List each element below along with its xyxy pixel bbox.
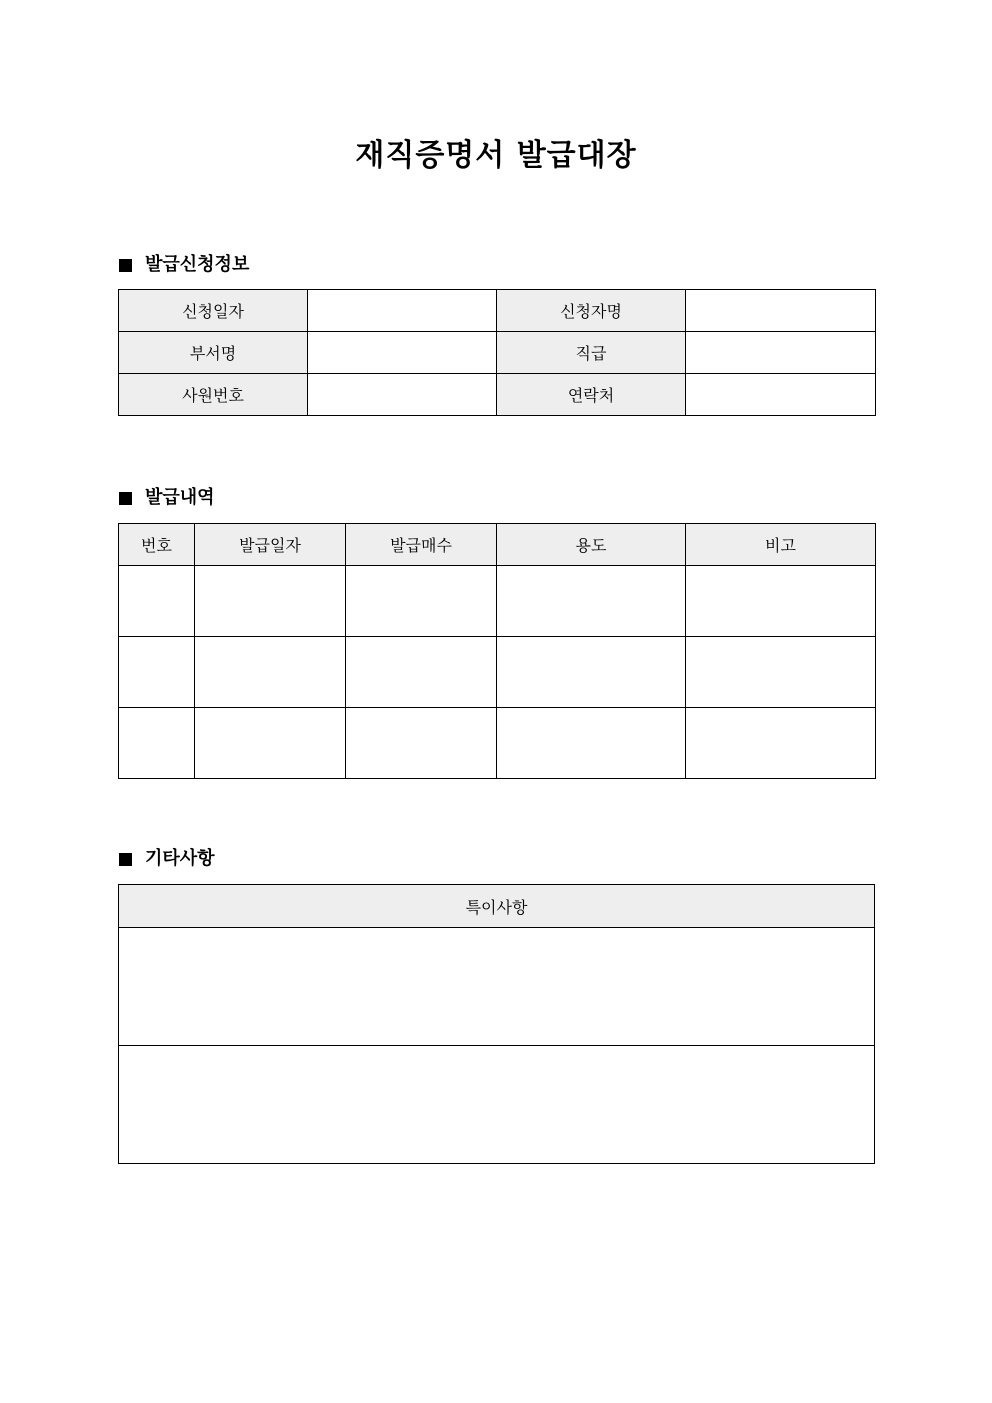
table-row (119, 708, 876, 779)
section-heading-label: 발급내역 (145, 487, 215, 508)
special-notes-field[interactable] (119, 928, 875, 1046)
cell-issue-count[interactable] (346, 637, 497, 708)
column-header-purpose: 용도 (497, 524, 686, 566)
label-position: 직급 (497, 332, 686, 374)
cell-number[interactable] (119, 637, 195, 708)
cell-purpose[interactable] (497, 566, 686, 637)
issue-history-table (118, 523, 876, 779)
table-row (119, 374, 876, 416)
black-square-icon (119, 259, 132, 272)
label-department: 부서명 (119, 332, 308, 374)
section-heading-label: 발급신청정보 (145, 254, 250, 275)
black-square-icon (119, 853, 132, 866)
special-notes-field[interactable] (119, 1046, 875, 1164)
special-notes-header: 특이사항 (119, 885, 875, 928)
cell-remarks[interactable] (686, 637, 876, 708)
field-employee-number[interactable] (308, 374, 497, 416)
field-department[interactable] (308, 332, 497, 374)
column-header-remarks: 비고 (686, 524, 876, 566)
field-applicant-name[interactable] (686, 290, 876, 332)
cell-purpose[interactable] (497, 708, 686, 779)
table-row (119, 1046, 875, 1164)
table-row (119, 637, 876, 708)
cell-issue-date[interactable] (195, 566, 346, 637)
column-header-issue-count: 발급매수 (346, 524, 497, 566)
field-contact[interactable] (686, 374, 876, 416)
label-employee-number: 사원번호 (119, 374, 308, 416)
cell-remarks[interactable] (686, 566, 876, 637)
table-row (119, 566, 876, 637)
table-header-row (119, 885, 875, 928)
section-heading-notes (119, 847, 215, 871)
application-info-table (118, 289, 876, 416)
cell-remarks[interactable] (686, 708, 876, 779)
cell-number[interactable] (119, 708, 195, 779)
cell-purpose[interactable] (497, 637, 686, 708)
section-heading-history (119, 486, 215, 510)
column-header-number: 번호 (119, 524, 195, 566)
cell-issue-date[interactable] (195, 708, 346, 779)
section-heading-application (119, 253, 249, 277)
cell-issue-date[interactable] (195, 637, 346, 708)
cell-issue-count[interactable] (346, 566, 497, 637)
label-application-date: 신청일자 (119, 290, 308, 332)
label-contact: 연락처 (497, 374, 686, 416)
table-row (119, 290, 876, 332)
table-row (119, 332, 876, 374)
special-notes-table (118, 884, 875, 1164)
cell-number[interactable] (119, 566, 195, 637)
section-heading-label: 기타사항 (145, 848, 215, 869)
table-row (119, 928, 875, 1046)
black-square-icon (119, 492, 132, 505)
page-title: 재직증명서 발급대장 (355, 138, 637, 173)
field-position[interactable] (686, 332, 876, 374)
field-application-date[interactable] (308, 290, 497, 332)
label-applicant-name: 신청자명 (497, 290, 686, 332)
table-header-row (119, 524, 876, 566)
column-header-issue-date: 발급일자 (195, 524, 346, 566)
cell-issue-count[interactable] (346, 708, 497, 779)
